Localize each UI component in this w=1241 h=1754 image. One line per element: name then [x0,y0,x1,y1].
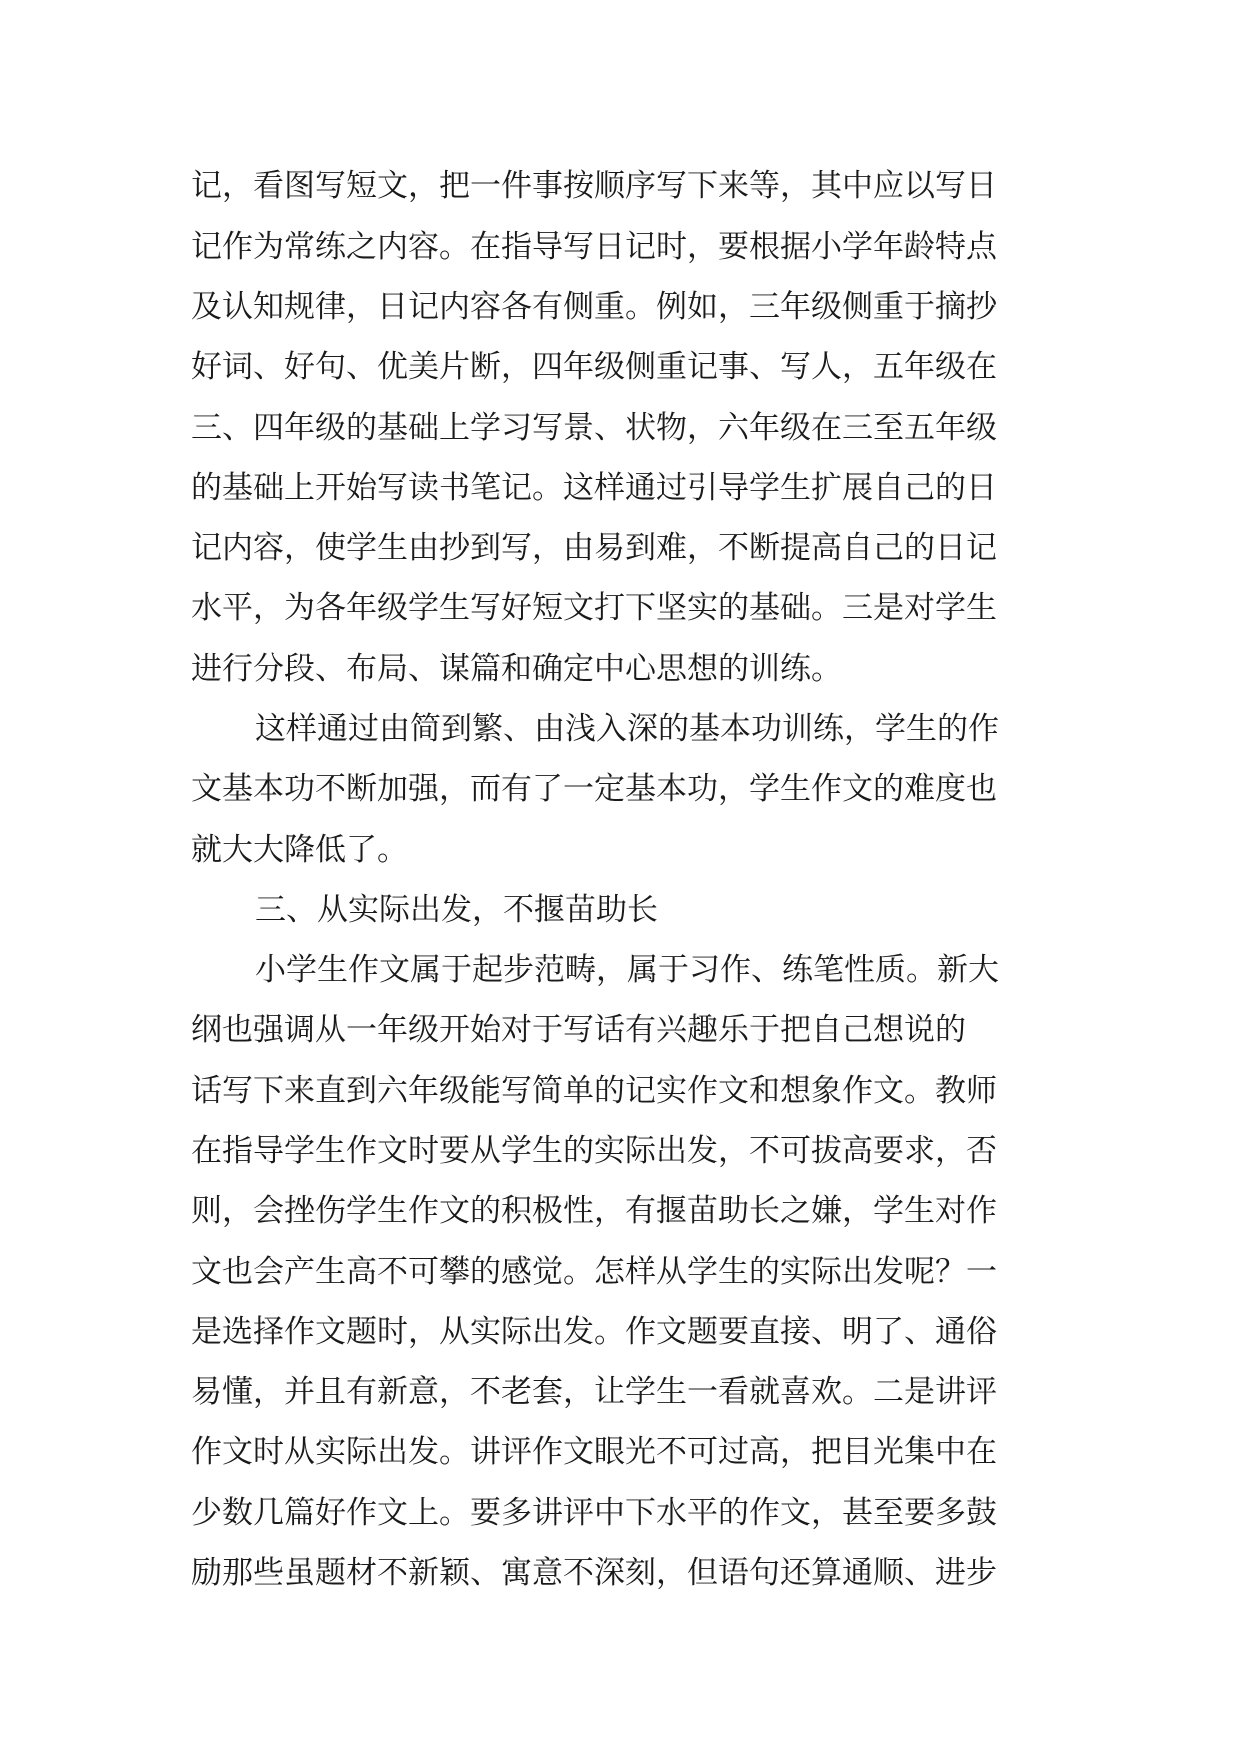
text-line-17: 在指导学生作文时要从学生的实际出发，不可拔高要求，否 [191,1133,997,1169]
text-line-19: 文也会产生高不可攀的感觉。怎样从学生的实际出发呢？一 [191,1254,997,1290]
text-line-3: 及认知规律，日记内容各有侧重。例如，三年级侧重于摘抄 [191,289,997,325]
text-line-7: 记内容，使学生由抄到写，由易到难，不断提高自己的日记 [191,530,997,566]
text-line-2: 记作为常练之内容。在指导写日记时，要根据小学年龄特点 [191,229,997,265]
text-line-24: 励那些虽题材不新颖、寓意不深刻，但语句还算通顺、进步 [191,1555,997,1591]
text-line-15: 纲也强调从一年级开始对于写话有兴趣乐于把自己想说的 [191,1012,966,1048]
text-line-1: 记，看图写短文，把一件事按顺序写下来等，其中应以写日 [191,168,997,204]
text-line-12: 就大大降低了。 [191,832,408,868]
text-line-20: 是选择作文题时，从实际出发。作文题要直接、明了、通俗 [191,1314,997,1350]
text-line-6: 的基础上开始写读书笔记。这样通过引导学生扩展自己的日 [191,470,997,506]
text-line-22: 作文时从实际出发。讲评作文眼光不可过高，把目光集中在 [191,1434,997,1470]
paragraph-start-line: 这样通过由简到繁、由浅入深的基本功训练，学生的作 [255,711,999,747]
text-line-21: 易懂，并且有新意，不老套，让学生一看就喜欢。二是讲评 [191,1374,997,1410]
text-line-18: 则，会挫伤学生作文的积极性，有揠苗助长之嫌，学生对作 [191,1193,997,1229]
text-line-4: 好词、好句、优美片断，四年级侧重记事、写人，五年级在 [191,349,997,385]
text-line-9: 进行分段、布局、谋篇和确定中心思想的训练。 [191,651,842,687]
section-heading: 三、从实际出发，不揠苗助长 [255,892,658,928]
text-line-23: 少数几篇好作文上。要多讲评中下水平的作文，甚至要多鼓 [191,1495,997,1531]
text-line-11: 文基本功不断加强，而有了一定基本功，学生作文的难度也 [191,771,997,807]
text-line-16: 话写下来直到六年级能写简单的记实作文和想象作文。教师 [191,1073,997,1109]
paragraph-start-line: 小学生作文属于起步范畴，属于习作、练笔性质。新大 [255,952,999,988]
text-line-8: 水平，为各年级学生写好短文打下坚实的基础。三是对学生 [191,590,997,626]
text-line-5: 三、四年级的基础上学习写景、状物，六年级在三至五年级 [191,410,997,446]
